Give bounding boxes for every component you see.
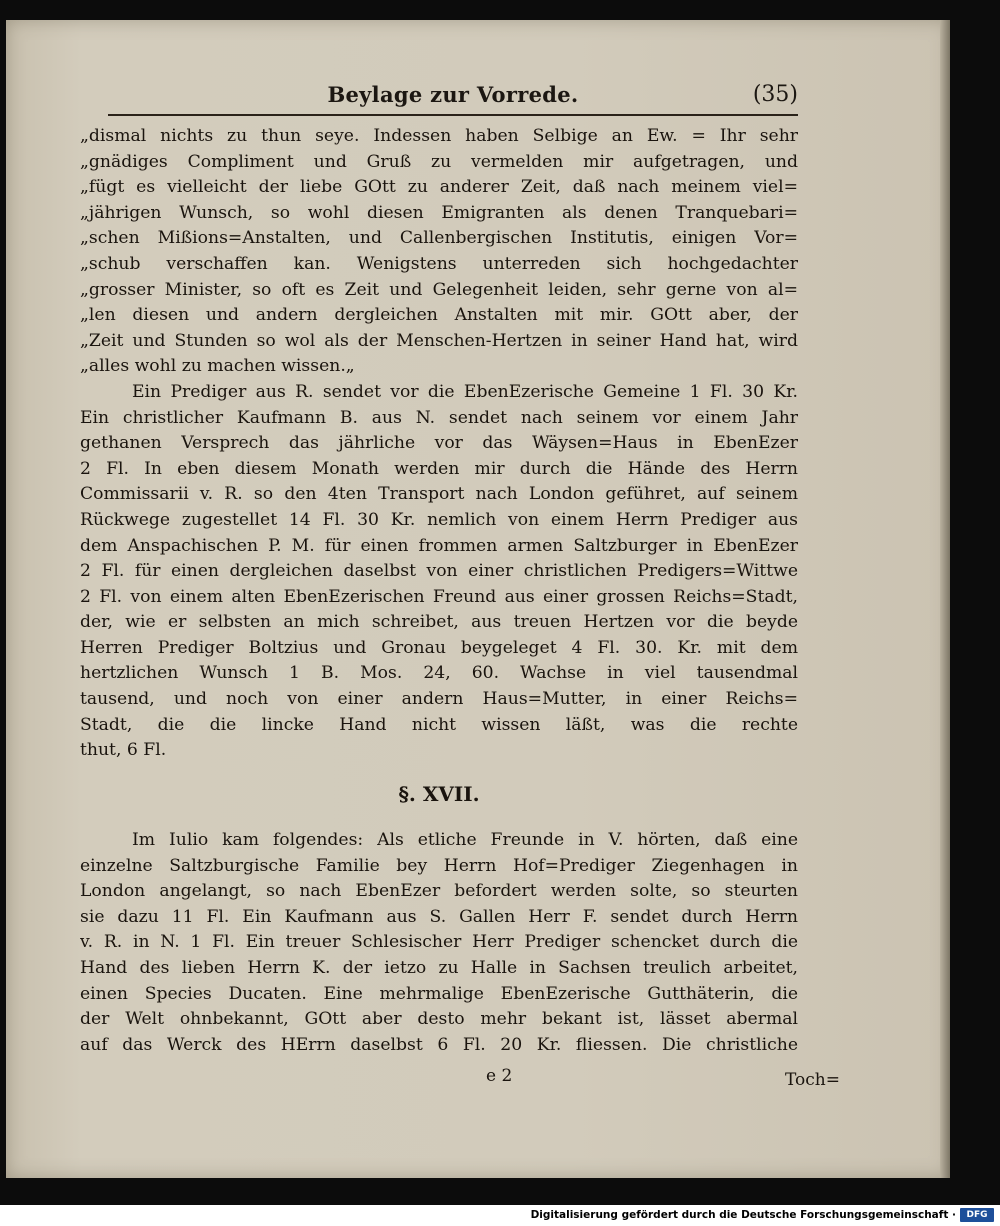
section-heading: §. XVII.: [398, 782, 480, 806]
text-line: „alles wohl zu machen wissen.„: [80, 356, 355, 377]
text-line: 2 Fl. In eben diesem Monath werden mir durch die Hände des Herrn: [80, 458, 798, 479]
text-line: „schub verschaffen kan. Wenigstens unterreden sich hochgedachter: [80, 253, 798, 274]
footer-credit: Digitalisierung gefördert durch die Deutsche Forschungsgemeinschaft ·: [530, 1209, 956, 1221]
text-line: Herren Prediger Boltzius und Gronau beygeleget 4 Fl. 30. Kr. mit dem: [80, 637, 798, 658]
text-line: „len diesen und andern dergleichen Anstalten mit mir. GOtt aber, der: [80, 305, 798, 326]
text-line: einen Species Ducaten. Eine mehrmalige EbenEzerische Gutthäterin, die: [80, 983, 798, 1004]
text-line: Ein christlicher Kaufmann B. aus N. sendet nach seinem vor einem Jahr: [80, 407, 798, 428]
text-line: „Zeit und Stunden so wol als der Menschen-Hertzen in seiner Hand hat, wird: [80, 330, 798, 351]
text-line: „jährigen Wunsch, so wohl diesen Emigranten als denen Tranquebari=: [80, 202, 798, 223]
text-line: gethanen Versprech das jährliche vor das Wäysen=Haus in EbenEzer: [80, 433, 798, 454]
text-line: thut, 6 Fl.: [80, 740, 167, 761]
page-gutter: [940, 20, 950, 1178]
text-line: Stadt, die die lincke Hand nicht wissen läßt, was die rechte: [80, 714, 798, 735]
text-line: 2 Fl. von einem alten EbenEzerischen Freund aus einer grossen Reichs=Stadt,: [80, 586, 798, 607]
text-line: Ein Prediger aus R. sendet vor die EbenEzerische Gemeine 1 Fl. 30 Kr.: [132, 381, 798, 402]
digitization-footer: [0, 1205, 1000, 1226]
lower-text-block: [80, 828, 798, 1058]
header-rule: [108, 114, 798, 116]
text-line: „fügt es vielleicht der liebe GOtt zu anderer Zeit, daß nach meinem viel=: [80, 177, 798, 198]
text-line: Rückwege zugestellet 14 Fl. 30 Kr. nemlich von einem Herrn Prediger aus: [80, 509, 798, 530]
running-title: Beylage zur Vorrede.: [327, 82, 579, 107]
text-line: dem Anspachischen P. M. für einen frommen armen Saltzburger in EbenEzer: [80, 535, 798, 556]
signature-mark: e 2: [486, 1066, 513, 1086]
text-line: Im Iulio kam folgendes: Als etliche Freunde in V. hörten, daß eine: [132, 830, 798, 850]
text-line: „schen Mißions=Anstalten, und Callenbergischen Institutis, einigen Vor=: [80, 228, 798, 249]
page-header: [108, 78, 798, 118]
text-line: der Welt ohnbekannt, GOtt aber desto mehr bekant ist, lässet abermal: [80, 1009, 798, 1030]
upper-text-block: [80, 124, 798, 764]
catchword: Toch=: [785, 1070, 840, 1090]
dfg-logo-icon[interactable]: DFG: [960, 1208, 994, 1222]
text-line: sie dazu 11 Fl. Ein Kaufmann aus S. Gallen Herr F. sendet durch Herrn: [80, 906, 798, 927]
text-line: London angelangt, so nach EbenEzer befordert werden solte, so steurten: [80, 881, 798, 902]
text-line: Hand des lieben Herrn K. der ietzo zu Halle in Sachsen treulich arbeitet,: [80, 957, 798, 978]
text-line: 2 Fl. für einen dergleichen daselbst von einer christlichen Predigers=Wittwe: [80, 561, 798, 582]
text-line: tausend, und noch von einer andern Haus=Mutter, in einer Reichs=: [80, 689, 798, 710]
text-line: „dismal nichts zu thun seye. Indessen haben Selbige an Ew. = Ihr sehr: [80, 126, 798, 146]
text-line: auf das Werck des HErrn daselbst 6 Fl. 20 Kr. fliessen. Die christliche: [80, 1034, 798, 1055]
text-line: v. R. in N. 1 Fl. Ein treuer Schlesischer Herr Prediger schencket durch die: [80, 932, 798, 953]
text-line: „grosser Minister, so oft es Zeit und Gelegenheit leiden, sehr gerne von al=: [80, 279, 798, 300]
text-line: hertzlichen Wunsch 1 B. Mos. 24, 60. Wachse in viel tausendmal: [80, 663, 798, 684]
text-line: einzelne Saltzburgische Familie bey Herrn Hof=Prediger Ziegenhagen in: [80, 855, 798, 876]
page-number: (35): [752, 82, 798, 107]
text-line: der, wie er selbsten an mich schreibet, aus treuen Hertzen vor die beyde: [80, 612, 798, 633]
text-line: „gnädiges Compliment und Gruß zu vermelden mir aufgetragen, und: [80, 151, 798, 172]
text-line: Commissarii v. R. so den 4ten Transport nach London geführet, auf seinem: [80, 484, 798, 505]
